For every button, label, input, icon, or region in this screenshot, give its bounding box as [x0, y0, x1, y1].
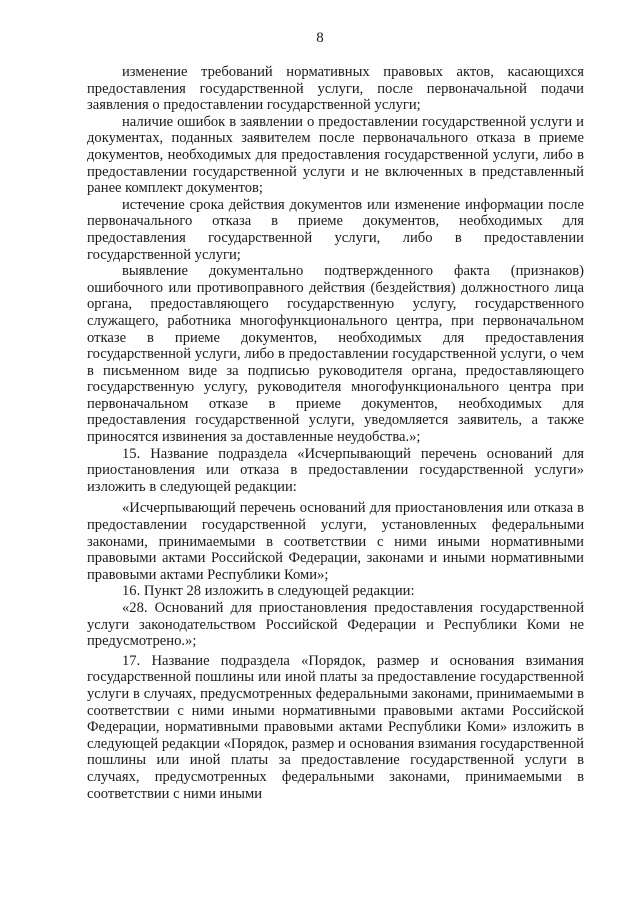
paragraph-2: наличие ошибок в заявлении о предоставлении государственной услуги и документах, поданных заявителем после первоначального отказа в приеме документов, необходимых для предоставления государственной услуги, либо в предоставлении государственной услуги и не включенных в представленный ранее комплект документов;	[87, 113, 584, 197]
paragraph-6: «Исчерпывающий перечень оснований для приостановления или отказа в предоставлении государственной услуги, установленных федеральными законами, принимаемыми в соответствии с ними иными нормативными правовыми актами Российской Федерации, законами и иными нормативными правовыми актами Республики Коми»;	[87, 500, 584, 583]
paragraph-1: изменение требований нормативных правовых актов, касающихся предоставления государственной услуги, после первоначальной подачи заявления о предоставлении государственной услуги;	[87, 64, 584, 114]
paragraph-4: выявление документально подтвержденного факта (признаков) ошибочного или противоправного действия (бездействия) должностного лица органа, предоставляющего государственную услугу, государственного служащего, работника многофункционального центра, при первоначальном отказе в приеме документов, необходимых для предоставления государственной услуги, либо в предоставлении государственной услуги, о чем в письменном виде за подписью руководителя органа, предоставляющего государственную услугу, руководителя многофункционального центра при первоначальном отказе в приеме документов, необходимых для предоставления государственной услуги, уведомляется заявитель, а также приносятся извинения за доставленные неудобства.»;	[87, 263, 584, 446]
paragraph-3: истечение срока действия документов или изменение информации после первоначального отказа в приеме документов, необходимых для предоставления государственной услуги, либо в предоставлении государственной услуги;	[87, 196, 584, 263]
document-body	[87, 64, 584, 802]
paragraph-5: 15. Название подраздела «Исчерпывающий перечень оснований для приостановления или отказа в предоставлении государственной услуги» изложить в следующей редакции:	[87, 445, 584, 495]
paragraph-7: 16. Пункт 28 изложить в следующей редакции:	[122, 583, 415, 600]
paragraph-9: 17. Название подраздела «Порядок, размер и основания взимания государственной пошлины или иной платы за предоставление государственной услуги в случаях, предусмотренных федеральными законами, принимаемыми в соответствии с ними иными нормативными правовыми актами Российской Федерации, нормативными правовыми актами Республики Коми» изложить в следующей редакции «Порядок, размер и основания взимания государственной пошлины или иной платы за предоставление государственной услуги в случаях, предусмотренных федеральными законами, принимаемыми в соответствии с ними иными	[87, 652, 584, 802]
page-number: 8	[316, 30, 324, 46]
paragraph-8: «28. Оснований для приостановления предоставления государственной услуги законодательством Российской Федерации и Республики Коми не предусмотрено.»;	[87, 600, 584, 650]
